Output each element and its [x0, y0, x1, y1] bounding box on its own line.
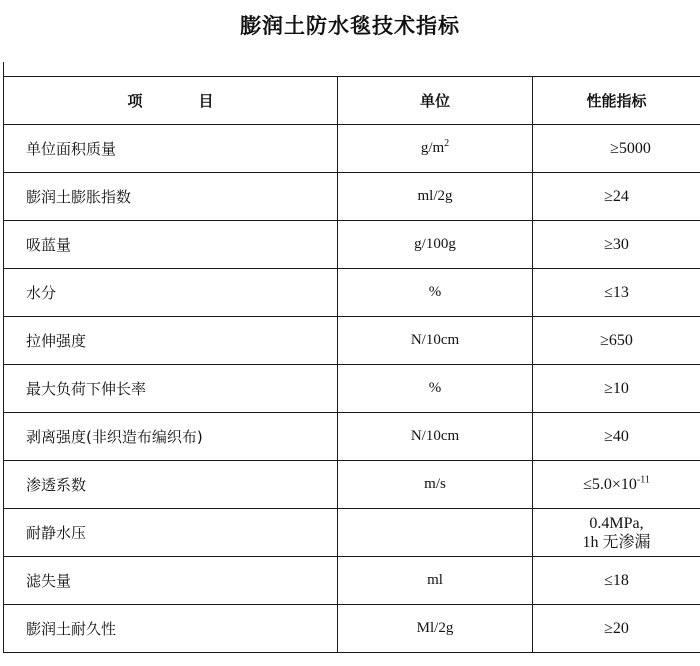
table-row [4, 365, 700, 413]
row-unit: ml [338, 557, 533, 605]
row-name: 滤失量 [4, 557, 338, 605]
header-item [4, 77, 338, 125]
value-base: ≤5.0×10 [583, 475, 637, 493]
row-name: 水分 [4, 269, 338, 317]
row-value: ≥40 [533, 413, 700, 461]
row-unit: N/10cm [338, 317, 533, 365]
value-line2: 1h 无渗漏 [582, 533, 651, 551]
row-unit: Ml/2g [338, 605, 533, 653]
row-name: 膨润土耐久性 [4, 605, 338, 653]
row-name: 吸蓝量 [4, 221, 338, 269]
unit-superscript: 2 [444, 138, 450, 149]
header-spec: 性能指标 [533, 77, 700, 125]
row-name: 单位面积质量 [4, 125, 338, 173]
document-title: 膨润土防水毯技术指标 [240, 14, 460, 38]
table-row [4, 125, 700, 173]
table-row [4, 557, 700, 605]
header-item-part1: 项 [127, 92, 143, 110]
table-header-row [4, 77, 700, 125]
row-value: ≥10 [533, 365, 700, 413]
row-value [533, 461, 700, 509]
row-unit: m/s [338, 461, 533, 509]
row-unit: g/100g [338, 221, 533, 269]
row-unit: N/10cm [338, 413, 533, 461]
table-row [4, 269, 700, 317]
row-value: ≥650 [533, 317, 700, 365]
table-left-edge-line [3, 62, 4, 76]
header-item-part2: 目 [198, 92, 214, 110]
row-unit [338, 125, 533, 173]
table-row [4, 605, 700, 653]
row-unit: % [338, 269, 533, 317]
row-unit [338, 509, 533, 557]
header-unit: 单位 [338, 77, 533, 125]
value-superscript: -11 [636, 474, 650, 486]
row-name: 耐静水压 [4, 509, 338, 557]
row-value [533, 509, 700, 557]
row-value: ≥30 [533, 221, 700, 269]
table-row [4, 413, 700, 461]
table-row [4, 221, 700, 269]
row-unit: % [338, 365, 533, 413]
table-row [4, 509, 700, 557]
row-value: ≥5000 [533, 125, 700, 173]
table-row [4, 461, 700, 509]
value-line1: 0.4MPa, [589, 514, 644, 532]
row-name: 最大负荷下伸长率 [4, 365, 338, 413]
spec-table [3, 76, 700, 653]
table-row [4, 173, 700, 221]
row-name: 膨润土膨胀指数 [4, 173, 338, 221]
row-value: ≥20 [533, 605, 700, 653]
row-value: ≥24 [533, 173, 700, 221]
row-name: 拉伸强度 [4, 317, 338, 365]
row-name: 渗透系数 [4, 461, 338, 509]
unit-base: g/m [420, 140, 445, 156]
table-row [4, 317, 700, 365]
row-name: 剥离强度(非织造布编织布) [4, 413, 338, 461]
row-value: ≤13 [533, 269, 700, 317]
row-value: ≤18 [533, 557, 700, 605]
row-unit: ml/2g [338, 173, 533, 221]
